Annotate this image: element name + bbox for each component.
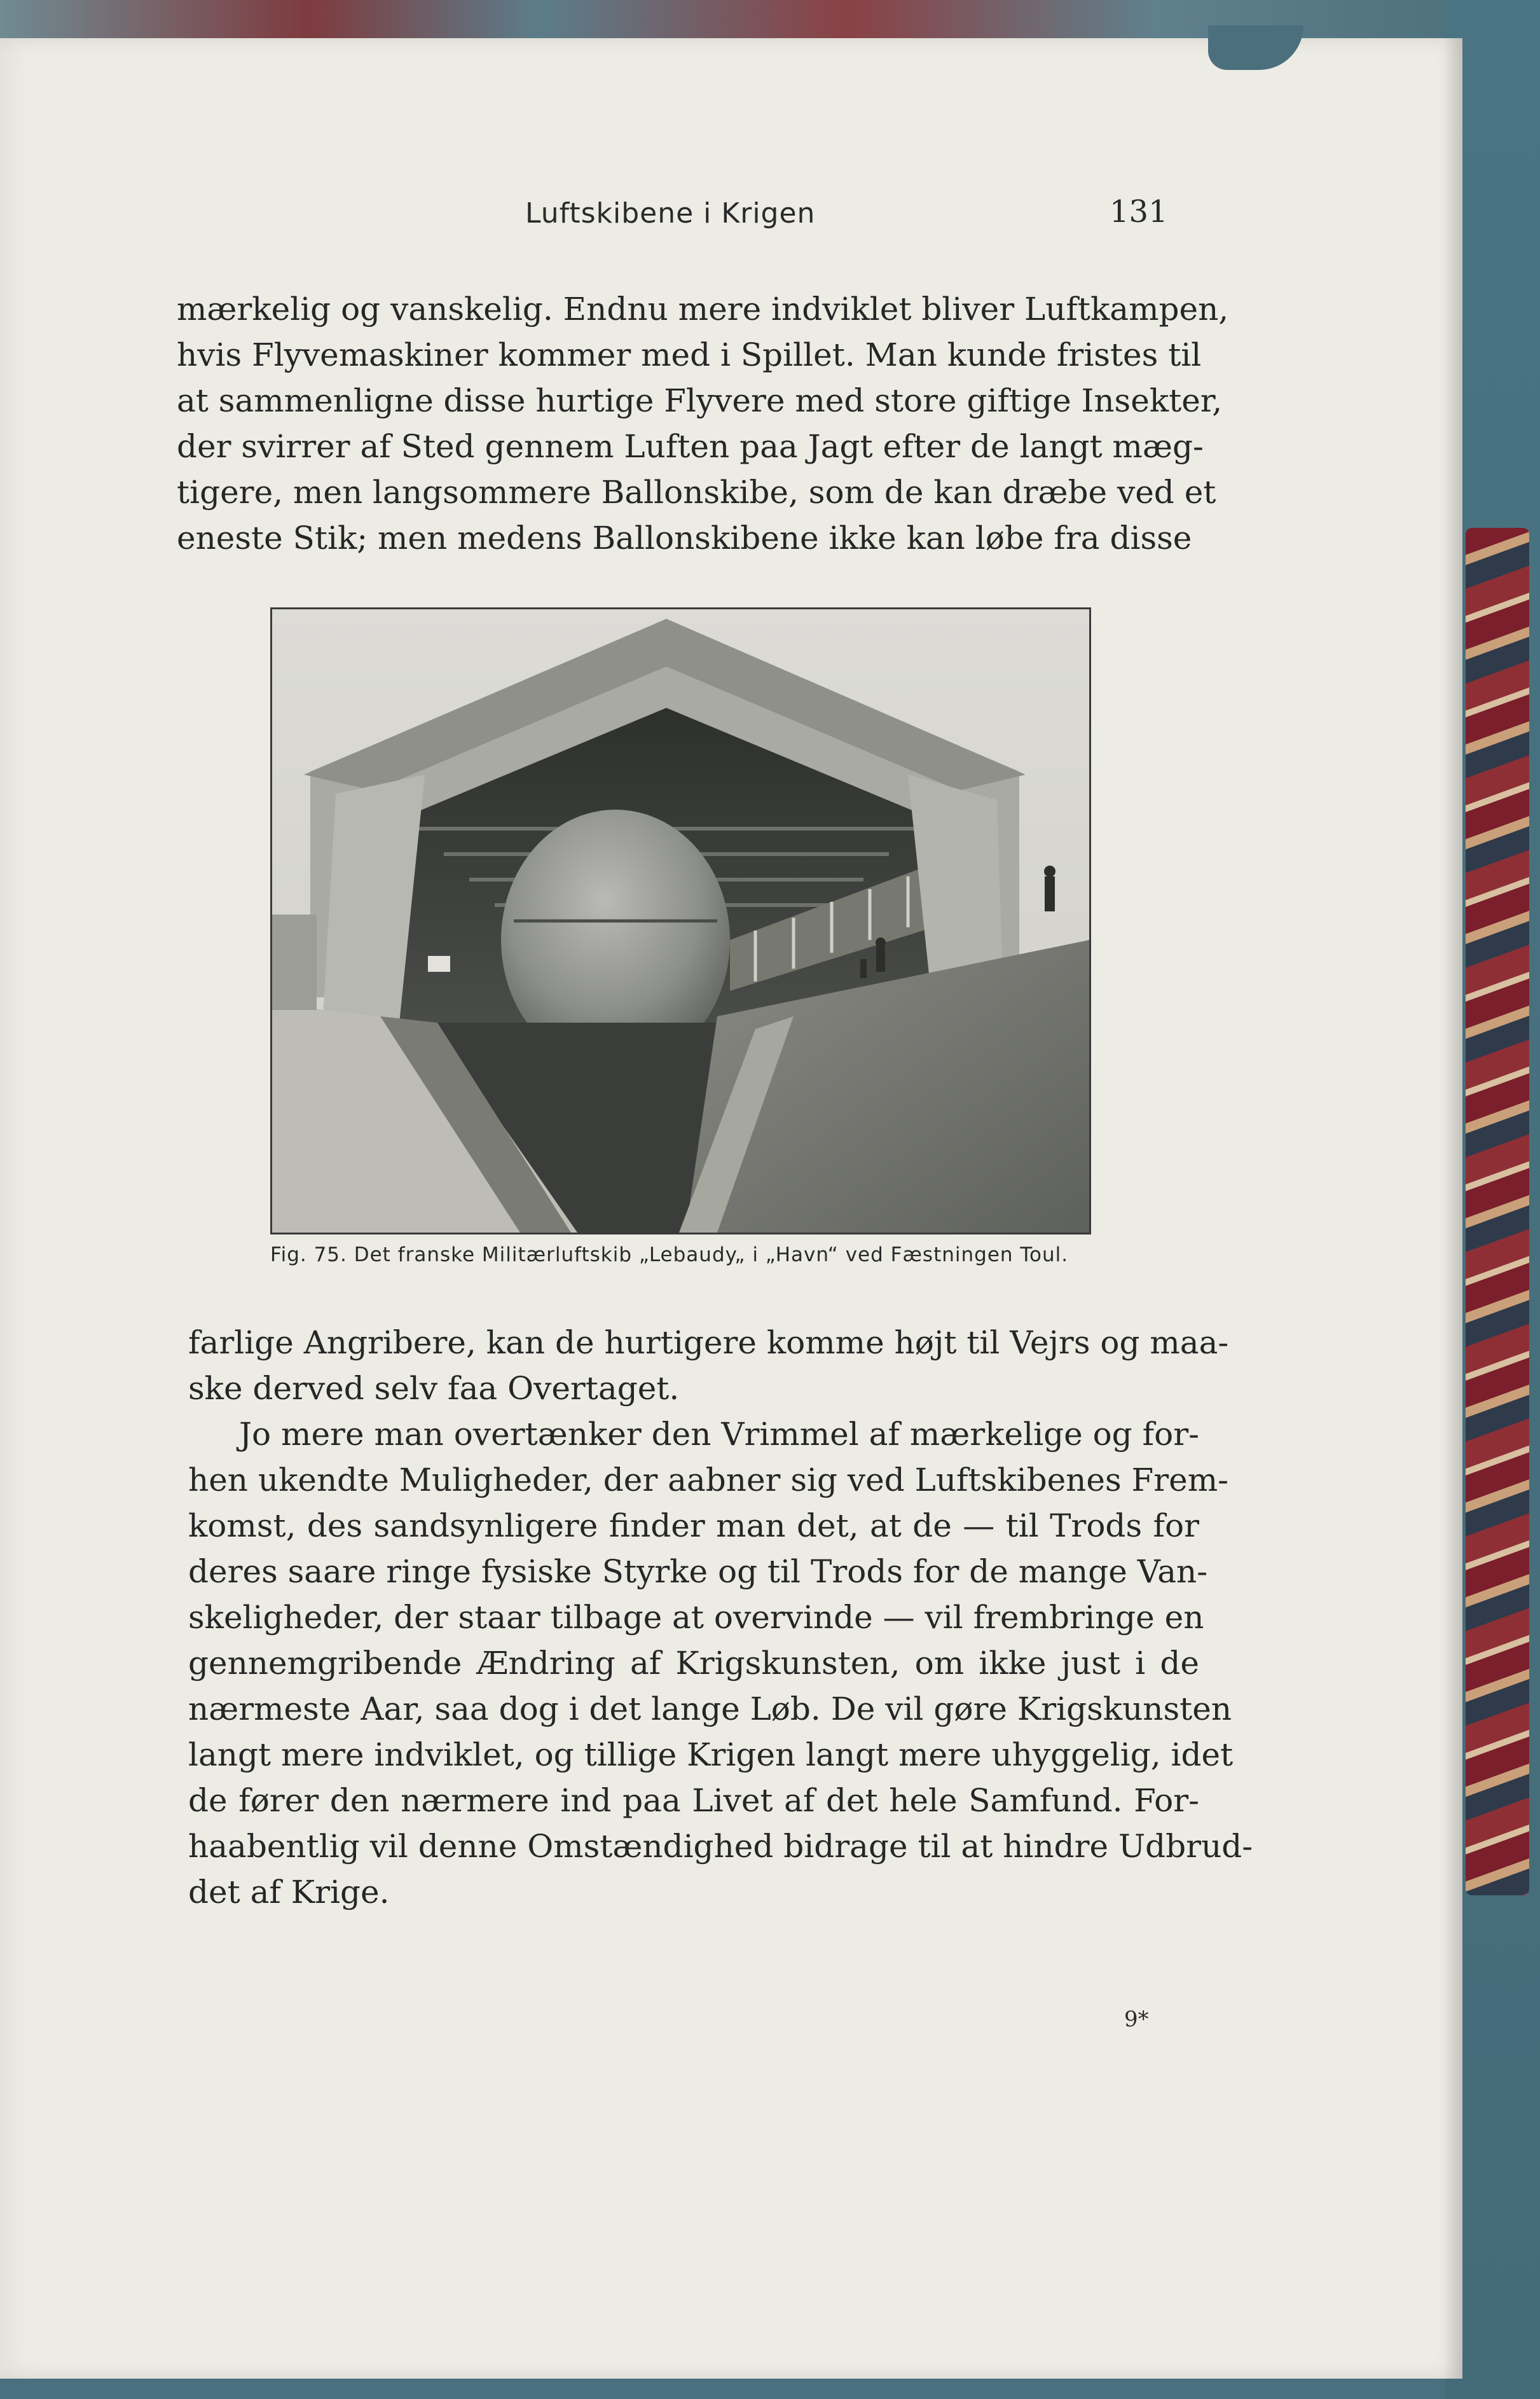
paragraph-top bbox=[177, 286, 1229, 561]
text-line: hvis Flyvemaskiner kommer med i Spillet. Man kunde fristes til bbox=[177, 336, 1202, 373]
page-number: 131 bbox=[1110, 194, 1168, 230]
text-line: haabentlig vil denne Omstændighed bidrage til at hindre Udbrud- bbox=[188, 1828, 1253, 1865]
text-line: deres saare ringe fysiske Styrke og til Trods for de mange Van- bbox=[188, 1553, 1208, 1590]
text-line: det af Krige. bbox=[188, 1874, 390, 1911]
signature-mark: 9* bbox=[1124, 2007, 1149, 2032]
figure-photo-airship-hangar bbox=[270, 607, 1091, 1234]
text-line: komst, des sandsynligere finder man det, at de — til Trods for bbox=[188, 1507, 1199, 1544]
airship-hangar-illustration bbox=[272, 609, 1089, 1233]
text-line: eneste Stik; men medens Ballonskibene ikke kan løbe fra disse bbox=[177, 520, 1192, 557]
text-line: farlige Angribere, kan de hurtigere komme højt til Vejrs og maa- bbox=[188, 1324, 1229, 1361]
text-line: at sammenligne disse hurtige Flyvere med store giftige Insekter, bbox=[177, 382, 1223, 419]
text-line: skeligheder, der staar tilbage at overvinde — vil frembringe en bbox=[188, 1599, 1204, 1636]
text-line: ske derved selv faa Overtaget. bbox=[188, 1370, 680, 1407]
running-title: Luftskibene i Krigen bbox=[525, 197, 816, 230]
text-line: langt mere indviklet, og tillige Krigen langt mere uhyggelig, idet bbox=[188, 1736, 1234, 1773]
text-line: der svirrer af Sted gennem Luften paa Jagt efter de langt mæg- bbox=[177, 428, 1204, 465]
text-line: hen ukendte Muligheder, der aabner sig ved Luftskibenes Frem- bbox=[188, 1462, 1229, 1498]
page-gutter-shadow bbox=[1443, 38, 1462, 2379]
text-line: gennemgribende Ændring af Krigskunsten, om ikke just i de bbox=[188, 1645, 1199, 1682]
paragraph-bottom bbox=[188, 1320, 1253, 1915]
text-line: Jo mere man overtænker den Vrimmel af mærkelige og for- bbox=[239, 1416, 1199, 1453]
marbled-endpaper bbox=[1466, 528, 1529, 1895]
text-line: tigere, men langsommere Ballonskibe, som de kan dræbe ved et bbox=[177, 474, 1216, 511]
figure-caption: Fig. 75. Det franske Militærluftskib „Lebaudy„ i „Havn“ ved Fæstningen Toul. bbox=[270, 1243, 1069, 1266]
text-line: de fører den nærmere ind paa Livet af det hele Samfund. For- bbox=[188, 1782, 1199, 1819]
text-line: nærmeste Aar, saa dog i det lange Løb. De vil gøre Krigskunsten bbox=[188, 1690, 1232, 1727]
text-line: mærkelig og vanskelig. Endnu mere indviklet bliver Luftkampen, bbox=[177, 291, 1229, 328]
